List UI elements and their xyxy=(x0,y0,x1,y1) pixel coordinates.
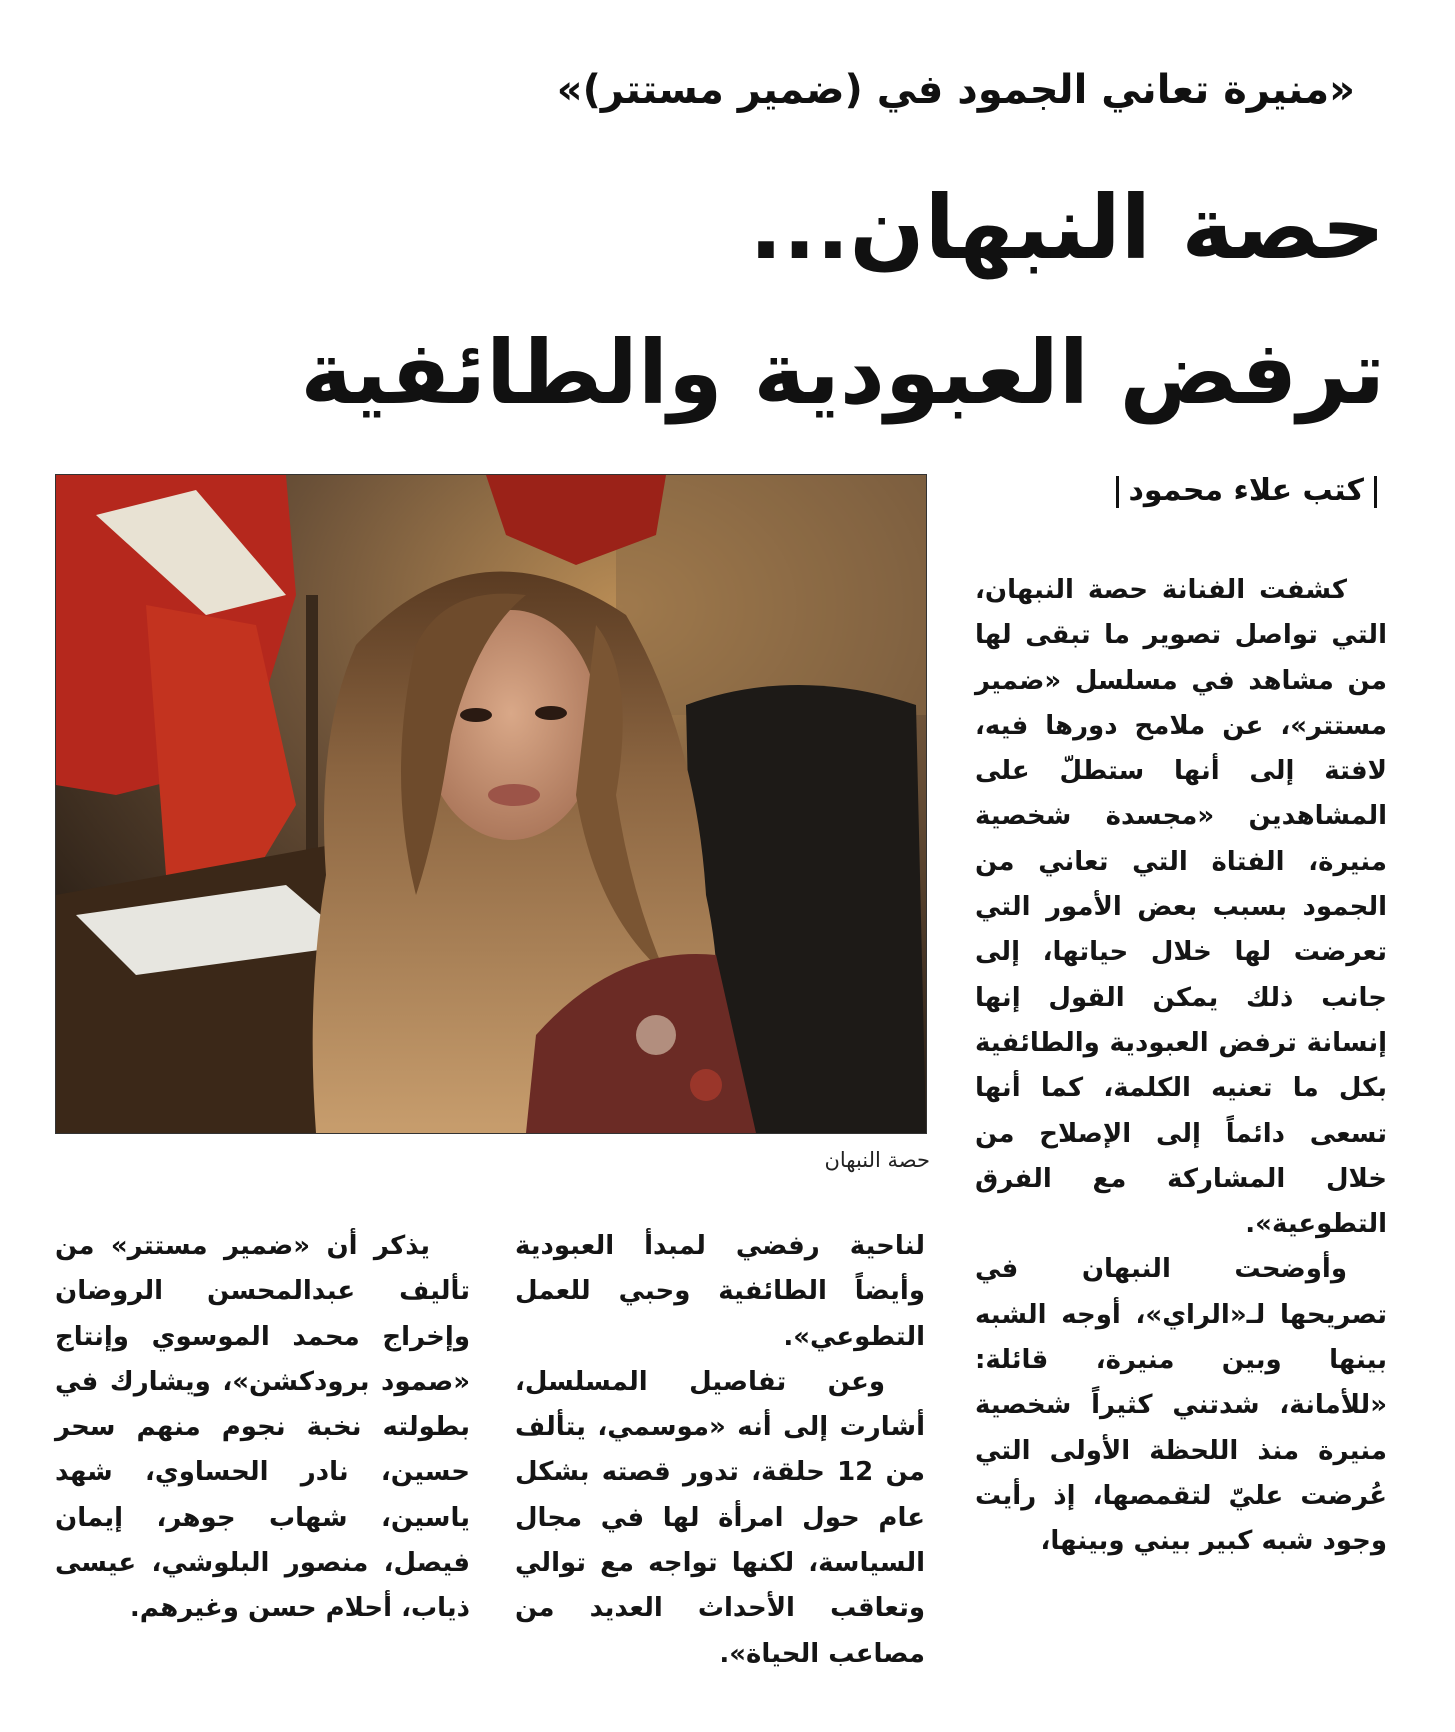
column-2-paragraph-2: وعن تفاصيل المسلسل، أشارت إلى أنه «موسمي، يتألف من 12 حلقة، تدور قصته بشكل عام حول امرأة لها في مجال السياسة، لكنها تواجه مع توالي وتعاقب الأحداث العديد من مصاعب الحياة». xyxy=(515,1366,925,1669)
byline xyxy=(1047,468,1387,514)
column-1-paragraph-1: كشفت الفنانة حصة النبهان، التي تواصل تصوير ما تبقى لها من مشاهد في مسلسل «ضمير مستتر»، عن ملامح دورها فيه، لافتة إلى أنها ستطلّ على المشاهدين «مجسدة شخصية منيرة، الفتاة التي تعاني من الجمود بسبب بعض الأمور التي تعرضت لها خلال حياتها، إلى جانب ذلك يمكن القول إنها إنسانة ترفض العبودية والطائفية بكل ما تعنيه الكلمة، كما أنها تسعى دائماً إلى الإصلاح من خلال المشاركة مع الفرق التطوعية». xyxy=(975,575,1387,1240)
byline-author: كتب علاء محمود xyxy=(1128,473,1364,508)
article-column-1 xyxy=(975,568,1387,1565)
article-headline xyxy=(85,155,1385,445)
article-kicker: «منيرة تعاني الجمود في (ضمير مستتر)» xyxy=(556,67,1355,113)
article-photo xyxy=(55,474,927,1134)
headline-line-2: ترفض العبودية والطائفية xyxy=(300,321,1385,424)
column-2-paragraph-1: لناحية رفضي لمبدأ العبودية وأيضاً الطائفية وحبي للعمل التطوعي». xyxy=(515,1231,925,1352)
byline-bar-left xyxy=(1116,476,1119,508)
article-column-3 xyxy=(55,1224,470,1632)
column-1-paragraph-2: وأوضحت النبهان في تصريحها لـ«الراي»، أوجه الشبه بينها وبين منيرة، قائلة: «للأمانة، شدتني كثيراً شخصية منيرة منذ اللحظة الأولى التي عُرضت عليّ لتقمصها، إذ رأيت وجود شبه كبير بيني وبينها، xyxy=(975,1254,1387,1557)
headline-line-1: حصة النبهان... xyxy=(749,176,1385,279)
column-3-paragraph-1: يذكر أن «ضمير مستتر» من تأليف عبدالمحسن الروضان وإخراج محمد الموسوي وإنتاج «صمود برودكشن»، ويشارك في بطولته نخبة نجوم منهم سحر حسين، نادر الحساوي، شهد ياسين، شهاب جوهر، إيمان فيصل، منصور البلوشي، عيسى ذياب، أحلام حسن وغيرهم. xyxy=(55,1231,470,1624)
photo-illustration xyxy=(56,475,926,1133)
photo-caption: حصة النبهان xyxy=(824,1148,930,1172)
article-column-2 xyxy=(515,1224,925,1677)
byline-bar-right xyxy=(1374,476,1377,508)
